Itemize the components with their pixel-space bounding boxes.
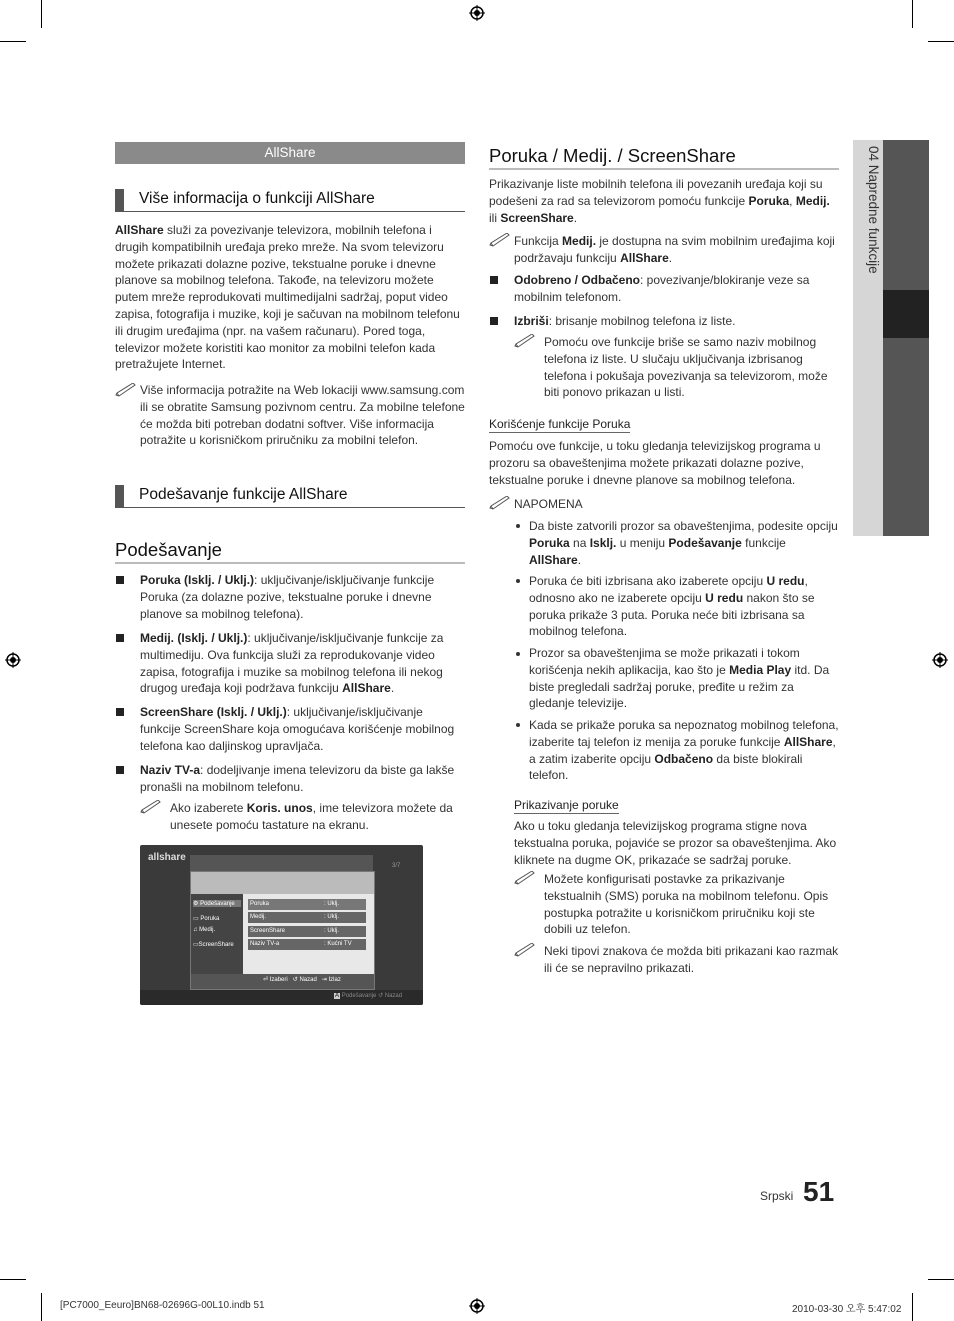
tv-side-label: Poruka [200, 916, 220, 922]
note-pencil-icon [489, 233, 511, 247]
tv-row-value: : Uklj. [324, 914, 339, 920]
bold-term: Poruka [748, 193, 790, 208]
bold-term: ScreenShare [500, 210, 574, 225]
exit-icon: ⇥ [321, 977, 327, 983]
text: Funkcija [514, 234, 563, 248]
list-item [514, 313, 840, 330]
note-text: Pomoću ove funkcije briše se samo naziv mobilnog telefona iz liste. U slučaju uključivanja izbrisanog telefona i pokušaja povezivanja sa televizorom, može biti ponovo prikazan u listi. [544, 335, 828, 400]
list-item [529, 645, 840, 712]
note-text: Možete konfigurisati postavke za prikazivanje tekstualnih (SMS) poruka na mobilnom telefonu. Opis postupka potražite u korisničkom priručniku koji ste dobili uz telefon. [544, 872, 829, 937]
bold-term: Izbriši [514, 314, 549, 328]
text: : uključivanje/isključivanje funkcije Poruka (za dolazne pozive, tekstualne poruke i dnevne planove sa mobilnog telefona). [140, 573, 435, 621]
list-item [140, 762, 466, 796]
registration-mark-icon [5, 652, 21, 668]
text: Kada se prikaže poruka sa nepoznatog mobilnog telefona, izaberite taj telefon iz menija za poruke funkcije [529, 718, 839, 749]
crop-mark [928, 1279, 954, 1280]
chapter-tab-label: 04 Napredne funkcije [866, 146, 881, 274]
note-pencil-icon [514, 334, 536, 348]
crop-mark [912, 1293, 913, 1321]
text: na [569, 535, 590, 550]
crop-mark [41, 1293, 42, 1321]
note-text [170, 800, 466, 834]
crop-mark [0, 1279, 26, 1280]
bold-term: ScreenShare (Isklj. / Uklj.) [140, 705, 287, 719]
tv-side-item [193, 915, 219, 922]
text: . [573, 210, 578, 225]
list-item [529, 573, 840, 640]
chapter-tab-dark [883, 140, 929, 536]
tv-menu-top [191, 872, 374, 894]
gear-icon: ⚙ [193, 901, 199, 907]
bold-term: Medij. (Isklj. / Uklj.) [140, 631, 248, 645]
bold-term: AllShare [783, 734, 833, 749]
bullet [490, 317, 498, 325]
text: Da biste zatvorili prozor sa obaveštenjima, podesite opciju [529, 519, 838, 533]
subsection-heading [115, 485, 465, 508]
bold-term: AllShare [529, 552, 578, 567]
text: da biste blokirali telefon. [529, 751, 803, 783]
bullet [116, 708, 124, 716]
crop-mark [41, 0, 42, 28]
footer-timestamp: 2010-03-30 오후 5:47:02 [792, 1304, 902, 1315]
return-icon: ↺ [378, 993, 384, 999]
text: : brisanje mobilnog telefona iz liste. [548, 314, 736, 328]
list-item [140, 572, 466, 622]
bold-term: Odobreno / Odbačeno [514, 273, 641, 287]
tv-row-key: Naziv TV-a [250, 941, 280, 947]
bullet-dot [516, 579, 520, 583]
note-pencil-icon [514, 943, 536, 957]
note-text [514, 233, 840, 267]
note-text: Više informacija potražite na Web lokaciji www.samsung.com ili se obratite Samsung pozivnom centru. Za mobilne telefone će možda biti potreban dodatni softver. Više informacija potražite u korisničkom priručniku za mobilni telefon. [140, 383, 465, 448]
bold-term: AllShare [620, 250, 669, 265]
heading-bar [115, 189, 124, 211]
text: je dostupna na svim mobilnim uređajima koji podržavaju funkciju [514, 234, 835, 265]
text: : dodeljivanje imena televizoru da biste ga lakše pronašli na mobilnom telefonu. [140, 763, 455, 794]
tv-menu-row [248, 939, 366, 950]
text: nakon što se poruka prikaže 3 puta. Poruka neće biti izbrisana sa mobilnog telefona. [529, 590, 815, 639]
text: Ako izaberete [170, 801, 247, 815]
registration-mark-icon [469, 5, 485, 21]
tv-row-value: : Uklj. [324, 928, 339, 934]
tv-btn-label: Izlaz [328, 977, 341, 983]
message-icon: ▭ [193, 916, 199, 922]
tv-side-item [193, 927, 215, 933]
text: ili [489, 210, 501, 225]
bold-term: Medij. [795, 193, 830, 208]
bold-term: Poruka [529, 535, 570, 550]
bold-term: Odbačeno [654, 751, 714, 766]
bold-term: AllShare [115, 223, 164, 237]
text: Prozor sa obaveštenjima se može prikazati i tokom korišćenja nekih aplikacija, kao što je [529, 646, 800, 677]
text: : uključivanje/isključivanje funkcije ScreenShare koja omogućava korišćenje mobilnog telefona kao daljinskog upravljača. [140, 705, 455, 753]
text: Prikazivanje liste mobilnih telefona ili povezanih uređaja koji su podešeni za rad sa televizorom pomoću funkcije [489, 177, 823, 208]
tv-buttons [263, 976, 341, 983]
tv-row-value: : Kućni TV [324, 941, 352, 947]
tv-menu-row [248, 912, 366, 923]
crop-mark [912, 0, 913, 28]
bullet-dot [516, 652, 520, 656]
text: : uključivanje/isključivanje funkcije za multimediju. Ova funkcija služi za reprodukovanje video zapisa, fotografija i muzike sa mobilnog telefona ili nekog drugog uređaja koji podržava funkciju [140, 631, 444, 696]
text: . [668, 250, 673, 265]
text: , [789, 193, 796, 208]
tv-menu-screenshot [140, 845, 423, 1005]
bullet [116, 634, 124, 642]
tv-btn-label: Izaberi [269, 977, 288, 983]
music-icon: ♫ [193, 927, 198, 933]
tv-side-label: ScreenShare [198, 942, 234, 948]
tv-menu-row [248, 899, 366, 910]
bold-term: Koris. unos [246, 801, 313, 815]
bold-term: Podešavanje [668, 535, 742, 550]
paragraph [489, 176, 841, 226]
section-heading: Poruka / Medij. / ScreenShare [489, 145, 839, 170]
page-language: Srpski [760, 1189, 794, 1203]
tv-menu-row [248, 926, 366, 937]
enter-icon: ⏎ [263, 977, 269, 983]
bold-term: Medij. [562, 234, 597, 248]
paragraph: Pomoću ove funkcije, u toku gledanja televizijskog programa u prozoru sa obaveštenjima možete prikazati dolazne pozive, tekstualne poruke i dnevne planove sa mobilnog telefona. [489, 439, 821, 487]
bold-term: Media Play [729, 662, 792, 677]
tv-side-item [193, 941, 234, 948]
tv-row-key: Medij. [250, 914, 267, 920]
tv-side-item [193, 900, 241, 907]
subsection-heading [115, 189, 465, 212]
subsection-title: Više informacija o funkciji AllShare [139, 190, 375, 207]
tv-hint-label: Podešavanje [341, 993, 377, 999]
tv-row-value: : Uklj. [324, 901, 339, 907]
list-item [529, 518, 840, 568]
note-pencil-icon [514, 871, 536, 885]
return-icon: ↺ [292, 977, 298, 983]
section-banner: AllShare [115, 142, 465, 164]
section-heading: Podešavanje [115, 539, 465, 564]
bold-term: Poruka (Isklj. / Uklj.) [140, 573, 255, 587]
text: funkcije [741, 535, 786, 550]
page-number: 51 [803, 1176, 835, 1207]
text: . [390, 681, 395, 696]
tv-hint-label: Nazad [384, 993, 403, 999]
tv-side-label: Podešavanje [200, 901, 235, 907]
crop-mark [928, 41, 954, 42]
sub-heading: Prikazivanje poruke [514, 798, 619, 812]
bullet [116, 576, 124, 584]
text: Poruka će biti izbrisana ako izaberete opciju [529, 574, 767, 588]
bullet [490, 276, 498, 284]
bold-term: U redu [766, 574, 805, 588]
registration-mark-icon [469, 1298, 485, 1314]
tv-btn-label: Nazad [299, 977, 317, 983]
paragraph [115, 222, 467, 373]
tv-row-key: Poruka [250, 901, 270, 907]
list-item [140, 630, 466, 697]
list-item [140, 704, 466, 754]
tv-a-key: A [335, 993, 340, 999]
subsection-title: Podešavanje funkcije AllShare [139, 486, 348, 503]
text: u meniju [616, 535, 669, 550]
text: , a zatim izaberite opciju [529, 734, 836, 766]
tv-logo: allshare [148, 852, 186, 863]
bullet-dot [516, 524, 520, 528]
text: služi za povezivanje televizora, mobilnih telefona i drugih kompatibilnih uređaja preko mreže. Na svom televizoru možete prikazati dolazne pozive, tekstualne poruke i dnevne planove sa mobilnog telefona. Takođe, na televizoru možete putem mreže reprodukovati multimedijalni sadržaj, poput video zapisa, fotografija i muzike, koji je sačuvan na mobilnom telefonu ili drugim uređajima (npr. na vašem računaru). Pored toga, televizor možete koristiti kao monitor za mobilni telefon kada pretražujete Internet. [115, 223, 460, 372]
bold-term: AllShare [342, 681, 391, 696]
screen-icon: ▭ [193, 942, 199, 948]
note-pencil-icon [115, 383, 137, 397]
tv-row-key: ScreenShare [250, 928, 286, 934]
list-item [514, 272, 840, 306]
list-item [529, 717, 840, 784]
note-text: Neki tipovi znakova će možda biti prikazani kao razmak ili će se nepravilno prikazati. [544, 944, 839, 975]
sub-heading: Korišćenje funkcije Poruka [489, 417, 631, 431]
note-pencil-icon [489, 496, 511, 510]
bold-term: Naziv TV-a [140, 763, 201, 777]
tv-side-label: Medij. [199, 927, 216, 933]
text: , ime televizora možete da unesete pomoću tastature na ekranu. [170, 801, 453, 832]
note-pencil-icon [140, 800, 162, 814]
tv-page-indicator: 3/7 [392, 863, 401, 869]
heading-bar [115, 485, 124, 507]
text: , odnosno ako ne izaberete opciju [529, 574, 808, 605]
tv-header-strip [190, 855, 373, 871]
note-heading: NAPOMENA [514, 497, 583, 511]
bold-term: U redu [705, 590, 744, 605]
paragraph: Ako u toku gledanja televizijskog programa stigne nova tekstualna poruka, pojaviće se prozor sa obaveštenjima. Ako kliknete na dugme OK, prikazaće se sadržaj poruke. [514, 819, 837, 867]
footer-file-info: [PC7000_Eeuro]BN68-02696G-00L10.indb 51 [60, 1300, 265, 1311]
text: . [577, 552, 582, 567]
chapter-tab-marker [883, 290, 929, 338]
crop-mark [0, 41, 26, 42]
text: itd. Da biste pregledali sadržaj poruke, pređite u režim za gledanje televizije. [529, 662, 830, 711]
bullet [116, 766, 124, 774]
registration-mark-icon [932, 652, 948, 668]
bullet-dot [516, 723, 520, 727]
bold-term: Isklj. [589, 535, 617, 550]
text: : povezivanje/blokiranje veze sa mobilnim telefonom. [514, 273, 810, 304]
tv-bottom-hints [334, 992, 402, 999]
